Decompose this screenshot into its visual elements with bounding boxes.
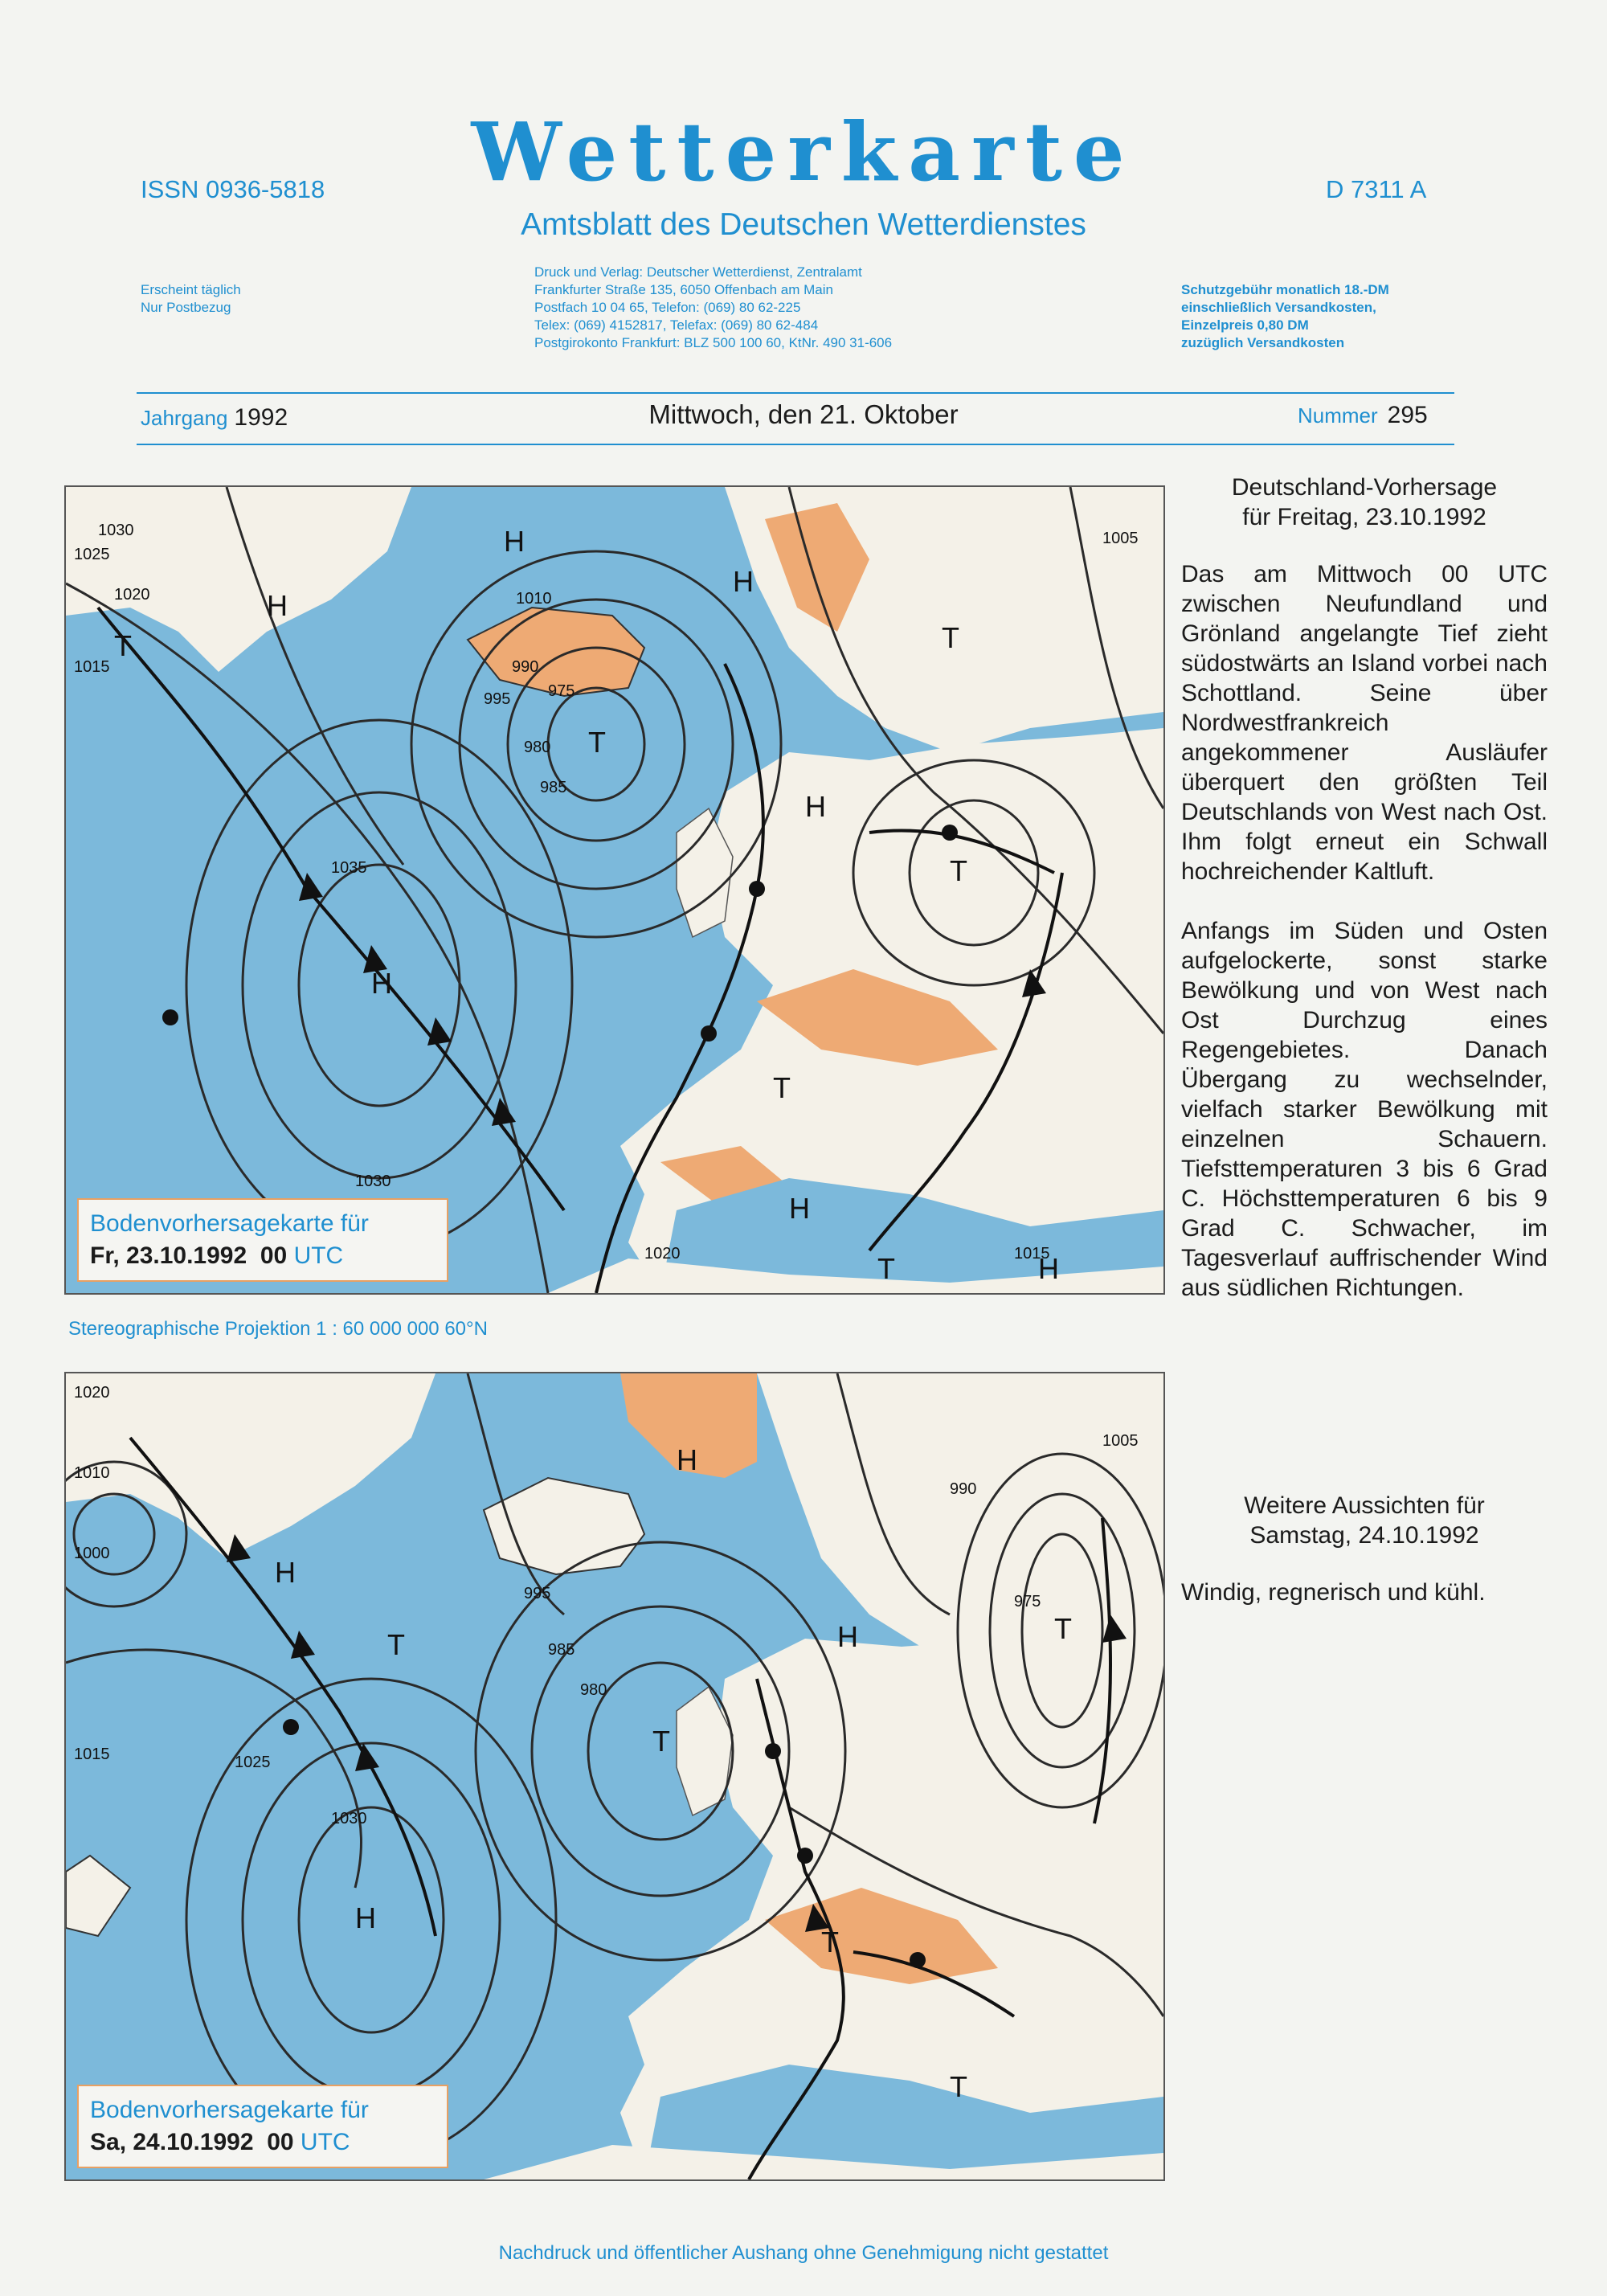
caption-title: Bodenvorhersagekarte für [90, 1210, 369, 1237]
delivery-line: Erscheint täglich [141, 282, 241, 297]
isobar-value: 985 [548, 1641, 575, 1659]
isobar-value: 990 [950, 1480, 977, 1498]
isobar-value: 1030 [98, 522, 134, 539]
warm-front-semicircle [701, 1025, 717, 1042]
high-marker: H [789, 1192, 810, 1225]
publisher-line: Postfach 10 04 65, Telefon: (069) 80 62-225 [534, 300, 801, 315]
high-marker: H [805, 790, 826, 823]
outlook-text: Windig, regnerisch und kühl. [1181, 1579, 1486, 1606]
isobar-value: 1025 [235, 1754, 271, 1771]
isobar-value: 1015 [74, 658, 110, 676]
isobar-value: 1010 [516, 590, 552, 608]
number-label: Nummer [1298, 403, 1378, 428]
low-marker: T [942, 621, 959, 654]
isobar-value: 990 [512, 658, 539, 676]
caption-time: 00 [260, 1242, 288, 1269]
outlook [1181, 1491, 1548, 1607]
publisher-line: Telex: (069) 4152817, Telefax: (069) 80 62-484 [534, 317, 819, 333]
isobar-value: 995 [524, 1585, 551, 1602]
delivery-line: Nur Postbezug [141, 300, 231, 315]
forecast-map-friday [64, 485, 1165, 1295]
isobar-value: 975 [1014, 1593, 1041, 1610]
high-marker: H [1038, 1252, 1059, 1285]
caption-date [90, 2126, 435, 2159]
forecast-heading [1181, 473, 1548, 532]
caption-date-text: Sa, 24.10.1992 [90, 2129, 254, 2155]
masthead-title: Wetterkarte [471, 104, 1136, 199]
high-marker: H [677, 1443, 697, 1476]
fee-info [1181, 281, 1389, 352]
high-marker: H [733, 565, 754, 598]
caption-time: 00 [267, 2129, 294, 2155]
isobar-value: 1025 [74, 546, 110, 563]
caption-date-text: Fr, 23.10.1992 [90, 1242, 247, 1269]
weather-map-graphic [66, 487, 1163, 1293]
publisher-line: Postgirokonto Frankfurt: BLZ 500 100 60, KtNr. 490 31-606 [534, 335, 893, 350]
warm-front-semicircle [162, 1009, 178, 1025]
forecast-heading-line: für Freitag, 23.10.1992 [1242, 504, 1486, 530]
copyright-notice: Nachdruck und öffentlicher Aushang ohne Genehmigung nicht gestattet [498, 2242, 1109, 2264]
isobar-value: 1005 [1102, 1432, 1139, 1450]
delivery-info [141, 281, 241, 317]
outlook-heading [1181, 1491, 1548, 1550]
number-value: 295 [1387, 402, 1428, 428]
issn-number: ISSN 0936-5818 [141, 175, 325, 203]
low-marker: T [588, 726, 606, 759]
warm-front-semicircle [797, 1848, 813, 1864]
fee-line: Schutzgebühr monatlich 18.-DM [1181, 282, 1389, 297]
isobar-value: 1030 [331, 1810, 367, 1827]
weather-map-graphic [66, 1373, 1163, 2179]
low-marker: T [1054, 1612, 1072, 1645]
isobar-value: 1005 [1102, 530, 1139, 547]
low-marker: T [950, 2070, 967, 2103]
projection-note: Stereographische Projektion 1 : 60 000 000 60°N [68, 1318, 488, 1340]
high-marker: H [371, 967, 392, 1000]
isobar-value: 1020 [114, 586, 150, 604]
warm-front-semicircle [765, 1743, 781, 1759]
publisher-line: Frankfurter Straße 135, 6050 Offenbach am Main [534, 282, 833, 297]
high-marker: H [267, 589, 288, 622]
germany-forecast [1181, 473, 1548, 1303]
high-marker: H [275, 1556, 296, 1589]
isobar-value: 1015 [1014, 1245, 1050, 1263]
low-marker: T [877, 1252, 895, 1285]
forecast-map-saturday [64, 1372, 1165, 2181]
isobar-value: 1010 [74, 1464, 110, 1482]
low-marker: T [773, 1071, 791, 1104]
isobar-value: 995 [484, 690, 511, 708]
low-marker: T [652, 1725, 670, 1758]
outlook-heading-line: Weitere Aussichten für [1244, 1492, 1485, 1519]
isobar-value: 1000 [74, 1545, 110, 1562]
issue-number [1298, 402, 1428, 429]
isobar-value: 1020 [74, 1384, 110, 1402]
map-caption [77, 1198, 448, 1282]
isobar-value: 1020 [644, 1245, 681, 1263]
warm-front-semicircle [749, 881, 765, 897]
low-marker: T [387, 1628, 405, 1661]
forecast-paragraph: Das am Mittwoch 00 UTC zwischen Neufundland und Grönland angelangte Tief zieht südostwärts an Island vorbei nach Schottland. Seine über Nordwestfrankreich angekommener Ausläufer überquert den größten Teil Deutschlands von West nach Ost. Ihm folgt erneut ein Schwall hochreichender Kaltluft. [1181, 561, 1548, 885]
header-rule-top [137, 392, 1454, 394]
fee-line: zuzüglich Versandkosten [1181, 335, 1345, 350]
low-marker: T [950, 854, 967, 887]
publisher-line: Druck und Verlag: Deutscher Wetterdienst, Zentralamt [534, 264, 862, 280]
caption-title: Bodenvorhersagekarte für [90, 2097, 369, 2123]
volume-label: Jahrgang [141, 406, 228, 430]
forecast-paragraph: Anfangs im Süden und Osten aufgelockerte, sonst starke Bewölkung und von West nach Ost Durchzug eines Regengebietes. Danach Übergang zu wechselnder, vielfach starker Bewölkung mit einzelnen Schauern. Tiefsttemperaturen 3 bis 6 Grad C. Höchsttemperaturen 6 bis 9 Grad C. Schwacher, im Tagesverlauf auffrischender Wind aus südlichen Richtungen. [1181, 918, 1548, 1301]
high-marker: H [504, 525, 525, 558]
outlook-heading-line: Samstag, 24.10.1992 [1249, 1522, 1479, 1549]
isobar-value: 985 [540, 779, 567, 796]
isobar-value: 980 [524, 739, 551, 756]
postal-number: D 7311 A [1326, 175, 1427, 203]
isobar-value: 1030 [355, 1173, 391, 1190]
high-marker: H [355, 1901, 376, 1934]
high-marker: H [837, 1620, 858, 1653]
forecast-heading-line: Deutschland-Vorhersage [1231, 474, 1498, 501]
isobar-value: 1035 [331, 859, 367, 877]
isobar-value: 975 [548, 682, 575, 700]
warm-front-semicircle [910, 1952, 926, 1968]
map-caption [77, 2085, 448, 2168]
masthead-subtitle: Amtsblatt des Deutschen Wetterdienstes [521, 207, 1086, 242]
isobar-value: 1015 [74, 1746, 110, 1763]
low-marker: T [114, 629, 132, 662]
fee-line: einschließlich Versandkosten, [1181, 300, 1376, 315]
isobar-value: 980 [580, 1681, 607, 1699]
publisher-info [534, 264, 892, 352]
volume-value: 1992 [234, 404, 288, 431]
warm-front-semicircle [283, 1719, 299, 1735]
warm-front-semicircle [942, 825, 958, 841]
caption-date [90, 1240, 435, 1272]
low-marker: T [821, 1926, 839, 1958]
header-rule-bottom [137, 444, 1454, 445]
issue-date: Mittwoch, den 21. Oktober [648, 399, 959, 429]
caption-utc: UTC [293, 1242, 344, 1269]
fee-line: Einzelpreis 0,80 DM [1181, 317, 1309, 333]
caption-utc: UTC [300, 2129, 350, 2155]
